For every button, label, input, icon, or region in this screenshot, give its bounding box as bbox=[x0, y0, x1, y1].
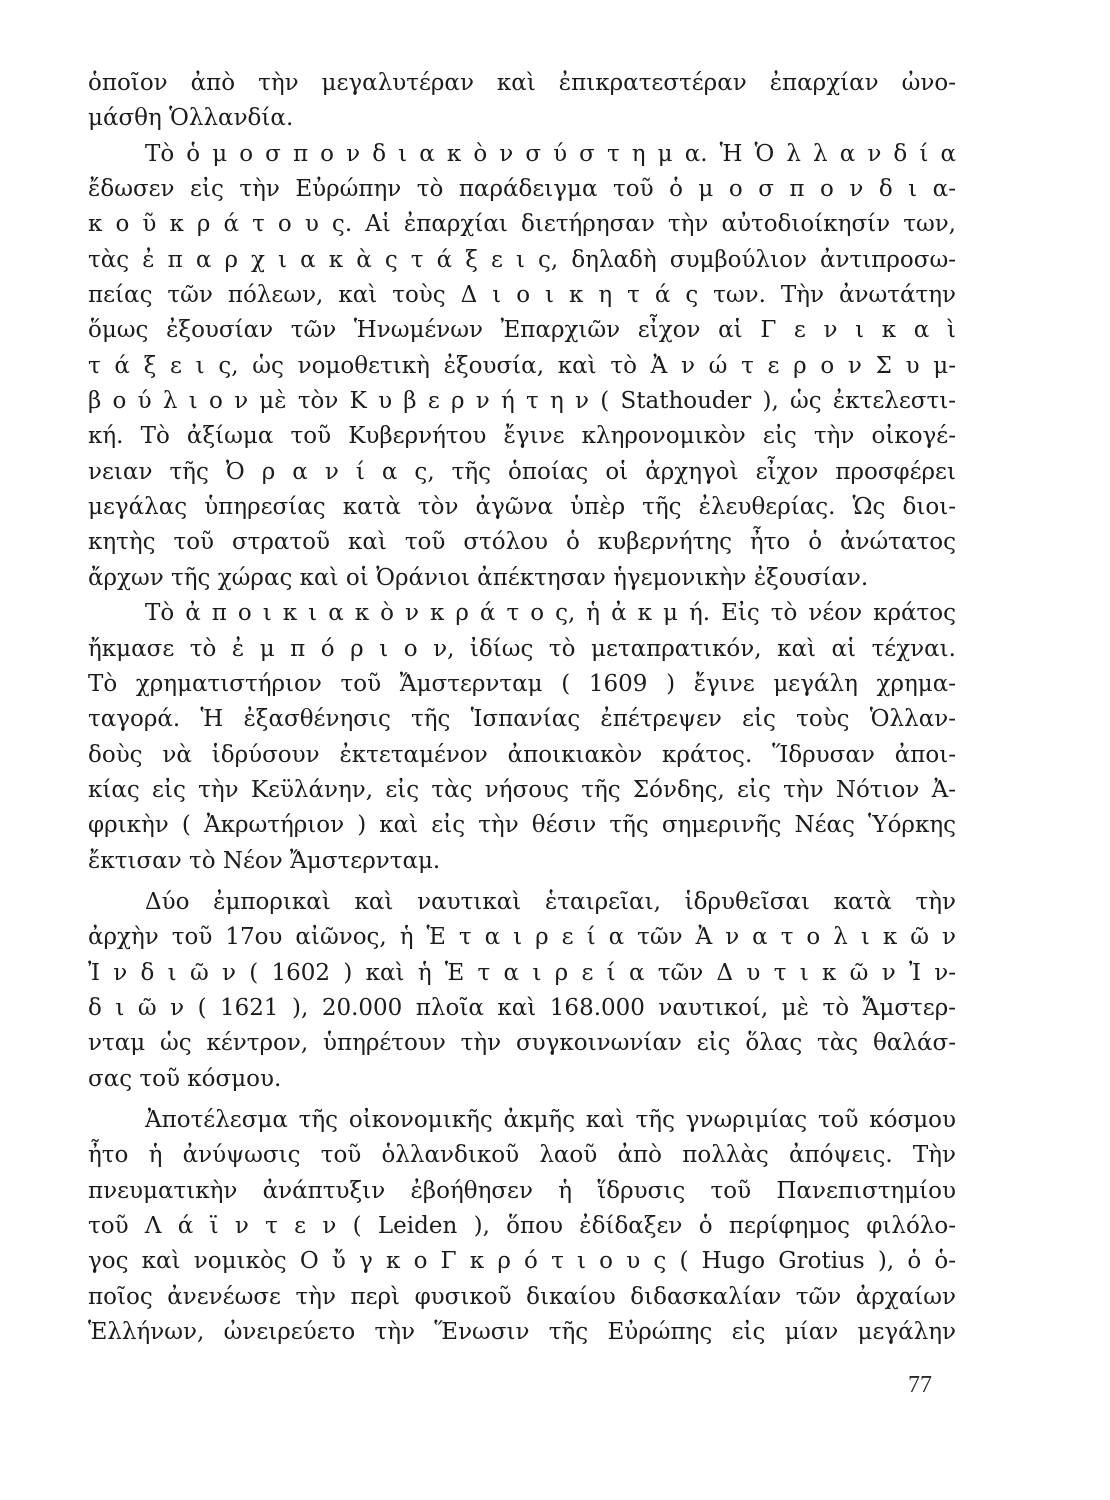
text-line: δοὺς νὰ ἱδρύσουν ἐκτεταμένον ἀποικιακὸν κράτος. Ἵδρυσαν ἀποι- bbox=[88, 741, 956, 768]
body-text bbox=[88, 66, 956, 1350]
text-line: τὰς ἐ π α ρ χ ι α κ ὰ ς τ ά ξ ε ι ς, δηλαδὴ συμβούλιον ἀντιπροσω- bbox=[88, 246, 956, 273]
text-line: Ἑλλήνων, ὠνειρεύετο τὴν Ἕνωσιν τῆς Εὐρώπης εἰς μίαν μεγάλην bbox=[88, 1319, 956, 1346]
paragraph-first-line: Ἀποτέλεσμα τῆς οἰκονομικῆς ἀκμῆς καὶ τῆς γνωριμίας τοῦ κόσμου bbox=[145, 1106, 956, 1133]
text-line: μάσθη Ὁλλανδία. bbox=[88, 105, 294, 132]
text-line: δ ι ῶ ν ( 1621 ), 20.000 πλοῖα καὶ 168.000 ναυτικοί, μὲ τὸ Ἄμστερ- bbox=[88, 994, 956, 1021]
text-line: ἄρχων τῆς χώρας καὶ οἱ Ὀράνιοι ἀπέκτησαν ἡγεμονικὴν ἐξουσίαν. bbox=[88, 564, 869, 591]
text-line: ταγορά. Ἡ ἐξασθένησις τῆς Ἱσπανίας ἐπέτρεψεν εἰς τοὺς Ὁλλαν- bbox=[88, 706, 956, 733]
text-line: σας τοῦ κόσμου. bbox=[88, 1065, 282, 1092]
text-line: Ἰ ν δ ι ῶ ν ( 1602 ) καὶ ἡ Ἑ τ α ι ρ ε ί α τῶν Δ υ τ ι κ ῶ ν Ἰ ν- bbox=[88, 959, 956, 986]
section-heading-line: Τὸ ὁ μ ο σ π ο ν δ ι α κ ὸ ν σ ύ σ τ η μ α. Ἡ Ὁ λ λ α ν δ ί α bbox=[145, 140, 956, 167]
text-line: κ ο ῦ κ ρ ά τ ο υ ς. Αἱ ἐπαρχίαι διετήρησαν τὴν αὐτοδιοίκησίν των, bbox=[88, 211, 956, 238]
text-line: ἔδωσεν εἰς τὴν Εὐρώπην τὸ παράδειγμα τοῦ ὁ μ ο σ π ο ν δ ι α- bbox=[88, 176, 956, 203]
text-line: ἤκμασε τὸ ἐ μ π ό ρ ι ο ν, ἰδίως τὸ μεταπρατικόν, καὶ αἱ τέχναι. bbox=[88, 635, 956, 662]
text-line: κή. Τὸ ἀξίωμα τοῦ Κυβερνήτου ἔγινε κληρονομικὸν εἰς τὴν οἰκογέ- bbox=[88, 423, 956, 450]
paragraph-first-line: Δύο ἐμπορικαὶ καὶ ναυτικαὶ ἑταιρεῖαι, ἱδρυθεῖσαι κατὰ τὴν bbox=[145, 888, 956, 915]
text-line: ἔκτισαν τὸ Νέον Ἄμστερνταμ. bbox=[88, 847, 441, 874]
page-number: 77 bbox=[908, 1372, 932, 1398]
text-line: Τὸ χρηματιστήριον τοῦ Ἄμστερνταμ ( 1609 ) ἔγινε μεγάλη χρημα- bbox=[88, 670, 956, 697]
text-line: τ ά ξ ε ι ς, ὡς νομοθετικὴ ἐξουσία, καὶ τὸ Ἀ ν ώ τ ε ρ ο ν Σ υ μ- bbox=[88, 352, 956, 379]
text-line: κίας εἰς τὴν Κεϋλάνην, εἰς τὰς νήσους τῆς Σόνδης, εἰς τὴν Νότιον Ἀ- bbox=[88, 776, 956, 803]
text-line: ὅμως ἐξουσίαν τῶν Ἡνωμένων Ἐπαρχιῶν εἶχον αἱ Γ ε ν ι κ α ὶ bbox=[88, 317, 956, 344]
text-line: νειαν τῆς Ὀ ρ α ν ί α ς, τῆς ὁποίας οἱ ἀρχηγοὶ εἶχον προσφέρει bbox=[88, 458, 956, 485]
text-line: ἀρχὴν τοῦ 17ου αἰῶνος, ἡ Ἑ τ α ι ρ ε ί α τῶν Ἀ ν α τ ο λ ι κ ῶ ν bbox=[88, 924, 956, 951]
text-line: νταμ ὡς κέντρον, ὑπηρέτουν τὴν συγκοινωνίαν εἰς ὅλας τὰς θαλάσ- bbox=[88, 1030, 956, 1057]
text-line: πείας τῶν πόλεων, καὶ τοὺς Δ ι ο ι κ η τ ά ς των. Τὴν ἀνωτάτην bbox=[88, 282, 956, 309]
text-line: μεγάλας ὑπηρεσίας κατὰ τὸν ἀγῶνα ὑπὲρ τῆς ἐλευθερίας. Ὡς διοι- bbox=[88, 494, 956, 521]
text-line: ποῖος ἀνενέωσε τὴν περὶ φυσικοῦ δικαίου διδασκαλίαν τῶν ἀρχαίων bbox=[88, 1283, 956, 1310]
text-line: τοῦ Λ ά ϊ ν τ ε ν ( Leiden ), ὅπου ἐδίδαξεν ὁ περίφημος φιλόλο- bbox=[88, 1213, 956, 1239]
section-heading-line: Τὸ ἀ π ο ι κ ι α κ ὸ ν κ ρ ά τ ο ς, ἡ ἀ κ μ ή. Εἰς τὸ νέον κράτος bbox=[145, 600, 956, 627]
text-line: φρικὴν ( Ἀκρωτήριον ) καὶ εἰς τὴν θέσιν τῆς σημερινῆς Νέας Ὑόρκης bbox=[88, 812, 956, 839]
text-line: ὁποῖον ἀπὸ τὴν μεγαλυτέραν καὶ ἐπικρατεστέραν ἐπαρχίαν ὠνο- bbox=[88, 70, 956, 96]
text-line: πνευματικὴν ἀνάπτυξιν ἐβοήθησεν ἡ ἵδρυσις τοῦ Πανεπιστημίου bbox=[88, 1177, 956, 1204]
text-line: γος καὶ νομικὸς Ο ὔ γ κ ο Γ κ ρ ό τ ι ο υ ς ( Hugo Grotius ), ὁ ὁ- bbox=[88, 1248, 956, 1275]
text-line: β ο ύ λ ι ο ν μὲ τὸν Κ υ β ε ρ ν ή τ η ν ( Stathouder ), ὡς ἐκτελεστι- bbox=[88, 388, 956, 415]
text-line: κητὴς τοῦ στρατοῦ καὶ τοῦ στόλου ὁ κυβερνήτης ἦτο ὁ ἀνώτατος bbox=[88, 529, 956, 556]
text-line: ἦτο ἡ ἀνύψωσις τοῦ ὁλλανδικοῦ λαοῦ ἀπὸ πολλὰς ἀπόψεις. Τὴν bbox=[88, 1142, 956, 1169]
